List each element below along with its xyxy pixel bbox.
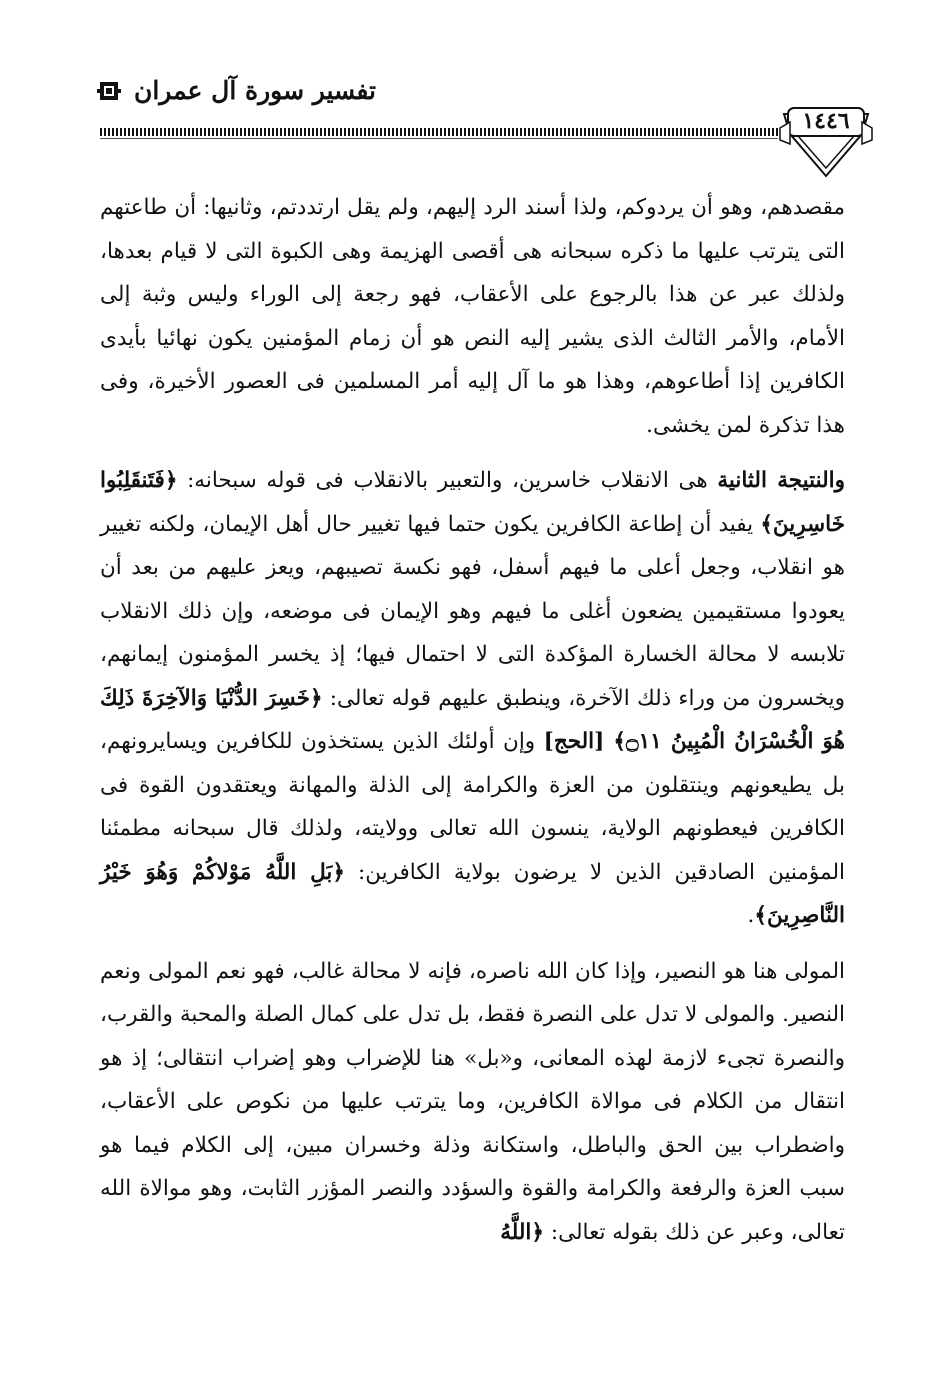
paragraph-2-text-c: وإن أولئك الذين يستخذون للكافرين ويسايرونهم، بل يطيعونهم وينتقلون من العزة والكرامة إلى الذلة والمهانة ويعتقدون القوة فى الكافرين فيعطونهم الولاية، ينسون الله تعالى وولايته، ولذلك قال سبحانه مطمئنا المؤمنين الصادقين الذين لا يرضون بولاية الكافرين: [100,729,845,885]
quran-verse-4: ﴿اللَّهُ [500,1219,544,1245]
running-header [96,76,376,105]
quran-verse-2: ﴿خَسِرَ الدُّنْيَا وَالآخِرَةَ ذَلِكَ هُوَ الْخُسْرَانُ الْمُبِينُ ۝١١﴾ [100,685,845,754]
surah-reference: [الحج] [543,729,614,754]
paragraph-2-lead: والنتيجة الثانية [717,468,845,493]
page-body [100,186,845,1254]
quran-verse-1: ﴿فَتَنقَلِبُوا خَاسِرِينَ﴾ [100,468,845,537]
ornament-icon [96,80,122,102]
paragraph-3-text: المولى هنا هو النصير، وإذا كان الله ناصره، فإنه لا محالة غالب، فهو نعم المولى ونعم النصير. والمولى لا تدل على النصرة فقط، بل تدل على كمال الصلة والمحبة والقرب، والنصرة تجىء لازمة لهذه المعانى، و«بل» هنا للإضراب وهو إضراب انتقالى؛ إذ هو انتقال من الكلام فى موالاة الكافرين، وما يترتب عليها من نكوص على الأعقاب، واضطراب بين الحق والباطل، واستكانة وذلة وخسران مبين، إلى الكلام فيما هو سبب العزة والرفعة والكرامة والقوة والسؤدد والنصر المؤزر الثابت، وهو موالاة الله تعالى، وعبر عن ذلك بقوله تعالى: [100,958,845,1245]
paragraph-2-end: . [747,903,755,928]
paragraph-3 [100,950,845,1255]
header-rule [100,128,778,136]
header-rule-line [100,138,778,139]
running-title-text: تفسير سورة آل عمران [134,76,376,105]
page-number: ١٤٤٦ [802,108,850,134]
paragraph-1: مقصدهم، وهو أن يردوكم، ولذا أسند الرد إليهم، ولم يقل ارتددتم، وثانيها: أن طاعتهم التى يترتب عليها ما ذكره سبحانه هى أقصى الهزيمة وهى الكبوة التى لا قيام بعدها، ولذلك عبر عن هذا بالرجوع على الأعقاب، فهو رجعة إلى الوراء وليس وثبة إلى الأمام، والأمر الثالث الذى يشير إليه النص هو أن زمام المؤمنين يكون نهائيا بأيدى الكافرين إذا أطاعوهم، وهذا هو ما آل إليه أمر المسلمين فى العصور الأخيرة، وفى هذا تذكرة لمن يخشى. [100,195,845,438]
quran-verse-3: ﴿بَلِ اللَّهُ مَوْلاكُمْ وَهُوَ خَيْرُ النَّاصِرِينَ﴾ [100,859,845,928]
paragraph-2-text-a: هى الانقلاب خاسرين، والتعبير بالانقلاب فى قوله سبحانه: [177,468,718,493]
paragraph-2-text-b: يفيد أن إطاعة الكافرين يكون حتما فيها تغيير حال أهل الإيمان، ولكنه تغيير هو انقلاب، وجعل أعلى ما فيهم أسفل، فهو نكسة تصيبهم، ويعز عليهم من بعد أن يعودوا مستقيمين يضعون أغلى ما فيهم وهو الإيمان فى موضعه، وإن ذلك الانقلاب تلابسه لا محالة الخسارة المؤكدة التى لا احتمال فيها؛ إذ يخسر المؤمنون إيمانهم، ويخسرون من وراء ذلك الآخرة، وينطبق عليهم قوله تعالى: [100,511,845,711]
paragraph-2 [100,459,845,938]
